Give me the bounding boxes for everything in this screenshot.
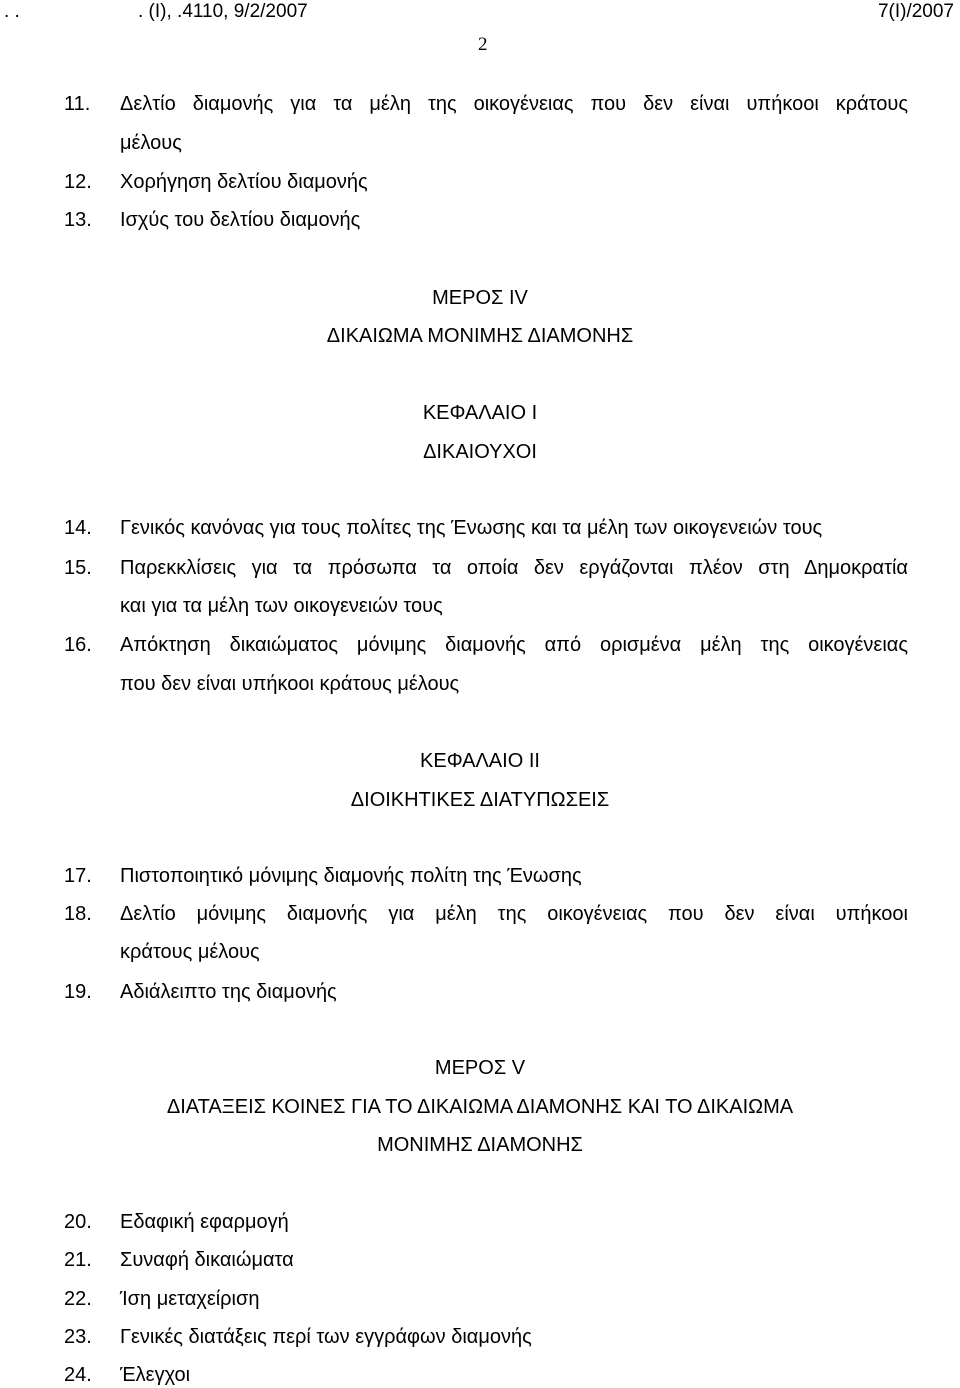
chapter-title: ΚΕΦΑΛΑΙΟ Ι — [422, 402, 538, 424]
item-number: 24. — [64, 1364, 92, 1386]
item-number: 16. — [64, 634, 92, 656]
item-text: Χορήγηση δελτίου διαμονής — [120, 171, 368, 193]
part-title: ΜΕΡΟΣ IV — [432, 287, 528, 309]
item-text: Δελτίο μόνιμης διαμονής για μέλη της οικογένειας που δεν είναι υπήκοοι — [120, 903, 908, 925]
part-subtitle: ΔΙΚΑΙΩΜΑ ΜΟΝΙΜΗΣ ΔΙΑΜΟΝΗΣ — [326, 325, 634, 347]
item-text-continued: που δεν είναι υπήκοοι κράτους μέλους — [120, 673, 460, 695]
item-number: 20. — [64, 1211, 92, 1233]
item-number: 13. — [64, 209, 92, 231]
item-text-continued: κράτους μέλους — [120, 941, 260, 963]
chapter-subtitle: ΔΙΟΙΚΗΤΙΚΕΣ ΔΙΑΤΥΠΩΣΕΙΣ — [350, 789, 610, 811]
item-text: Έλεγχοι — [120, 1364, 191, 1386]
item-text: Συναφή δικαιώματα — [120, 1249, 294, 1271]
item-number: 18. — [64, 903, 92, 925]
page-number: 2 — [478, 34, 488, 55]
part-subtitle: ΔΙΑΤΑΞΕΙΣ ΚΟΙΝΕΣ ΓΙΑ ΤΟ ΔΙΚΑΙΩΜΑ ΔΙΑΜΟΝΗΣ ΚΑΙ ΤΟ ΔΙΚΑΙΩΜΑ — [166, 1096, 794, 1118]
item-text: Δελτίο διαμονής για τα μέλη της οικογένειας που δεν είναι υπήκοοι κράτους — [120, 93, 908, 115]
item-number: 15. — [64, 557, 92, 579]
item-text: Απόκτηση δικαιώματος μόνιμης διαμονής από ορισμένα μέλη της οικογένειας — [120, 634, 908, 656]
item-text: Γενικός κανόνας για τους πολίτες της Ένωσης και τα μέλη των οικογενειών τους — [120, 517, 823, 539]
item-text-continued: και για τα μέλη των οικογενειών τους — [120, 595, 443, 617]
part-title: ΜΕΡΟΣ V — [434, 1057, 526, 1079]
item-text: Πιστοποιητικό μόνιμης διαμονής πολίτη της Ένωσης — [120, 865, 582, 887]
chapter-title: ΚΕΦΑΛΑΙΟ ΙΙ — [420, 750, 540, 772]
item-number: 23. — [64, 1326, 92, 1348]
chapter-subtitle: ΔΙΚΑΙΟΥΧΟΙ — [423, 441, 537, 463]
part-subtitle-continued: ΜΟΝΙΜΗΣ ΔΙΑΜΟΝΗΣ — [377, 1134, 583, 1156]
item-text: Αδιάλειπτο της διαμονής — [120, 981, 337, 1003]
header-gazette-reference: . (I), .4110, 9/2/2007 — [138, 1, 308, 22]
item-text: Εδαφική εφαρμογή — [120, 1211, 289, 1233]
item-number: 22. — [64, 1288, 92, 1310]
header-left: . . — [4, 1, 20, 22]
item-number: 17. — [64, 865, 92, 887]
item-number: 19. — [64, 981, 92, 1003]
header-law-number: 7(I)/2007 — [877, 1, 954, 22]
item-number: 11. — [64, 93, 91, 115]
item-number: 21. — [64, 1249, 92, 1271]
item-text: Παρεκκλίσεις για τα πρόσωπα τα οποία δεν εργάζονται πλέον στη Δημοκρατία — [120, 557, 908, 579]
item-text: Ίση μεταχείριση — [120, 1288, 260, 1310]
item-text-continued: μέλους — [120, 132, 182, 154]
item-number: 12. — [64, 171, 92, 193]
item-text: Γενικές διατάξεις περί των εγγράφων διαμονής — [120, 1326, 532, 1348]
item-number: 14. — [64, 517, 92, 539]
item-text: Ισχύς του δελτίου διαμονής — [120, 209, 361, 231]
